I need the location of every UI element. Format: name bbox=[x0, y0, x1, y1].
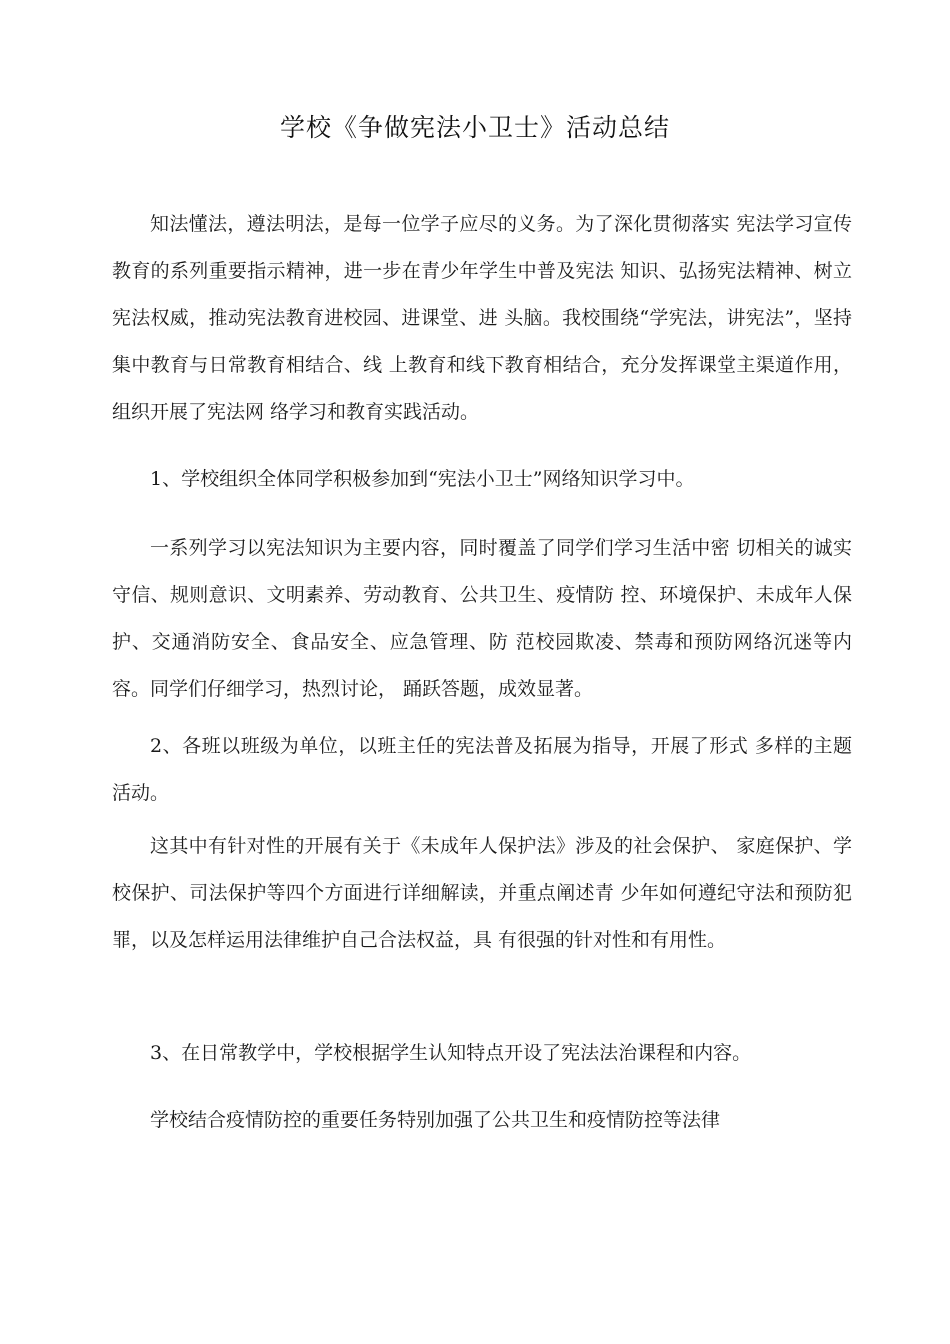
intro-paragraph: 知法懂法，遵法明法，是每一位学子应尽的义务。为了深化贯彻落实 宪法学习宣传教育的系列重要指示精神，进一步在青少年学生中普及宪法 知识、弘扬宪法精神、树立宪法权威，推动宪法教育进校园、进课堂、进 头脑。我校围绕“学宪法，讲宪法”，坚持集中教育与日常教育相结合、线 上教育和线下教育相结合，充分发挥课堂主渠道作用，组织开展了宪法网 络学习和教育实践活动。 bbox=[112, 213, 852, 423]
document-title: 学校《争做宪法小卫士》活动总结 bbox=[279, 113, 670, 142]
section-2-heading: 2、各班以班级为单位，以班主任的宪法普及拓展为指导，开展了形式 多样的主题活动。 bbox=[112, 735, 852, 804]
section-2-paragraph: 这其中有针对性的开展有关于《未成年人保护法》涉及的社会保护、 家庭保护、学校保护、司法保护等四个方面进行详细解读，并重点阐述青 少年如何遵纪守法和预防犯罪，以及怎样运用法律维护自己合法权益，具 有很强的针对性和有用性。 bbox=[112, 835, 852, 951]
section-1-paragraph: 一系列学习以宪法知识为主要内容，同时覆盖了同学们学习生活中密 切相关的诚实守信、规则意识、文明素养、劳动教育、公共卫生、疫情防 控、环境保护、未成年人保护、交通消防安全、食品安全、应急管理、防 范校园欺凌、禁毒和预防网络沉迷等内容。同学们仔细学习，热烈讨论， 踊跃答题，成效显著。 bbox=[112, 537, 852, 700]
section-3-paragraph: 学校结合疫情防控的重要任务特别加强了公共卫生和疫情防控等法律 bbox=[150, 1109, 721, 1131]
section-3-heading: 3、在日常教学中，学校根据学生认知特点开设了宪法法治课程和内容。 bbox=[150, 1042, 752, 1064]
section-1-heading: 1、学校组织全体同学积极参加到“宪法小卫士”网络知识学习中。 bbox=[150, 468, 695, 490]
